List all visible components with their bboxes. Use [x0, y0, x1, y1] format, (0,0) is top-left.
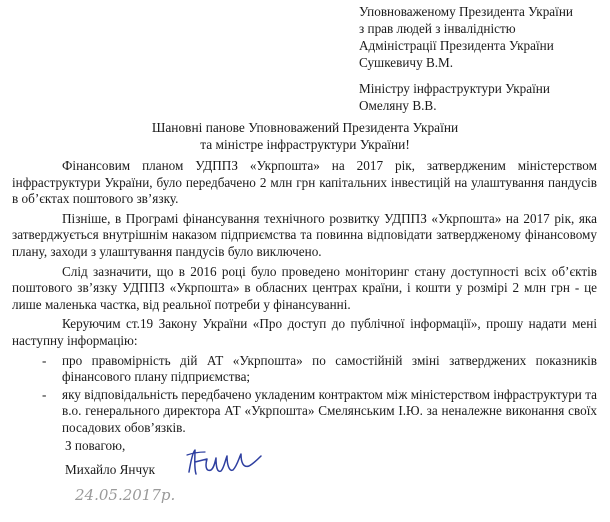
recipient-line: Адміністрації Президента України	[359, 38, 554, 53]
sender-name: Михайло Янчук	[65, 462, 156, 477]
letter-body	[12, 158, 597, 438]
recipient-line: з прав людей з інвалідністю	[359, 21, 516, 36]
salutation-line: Шановні панове Уповноважений Президента України	[151, 120, 459, 135]
handwritten-date-text: 24.05.2017р.	[75, 486, 176, 504]
paragraph: Пізніше, в Програмі фінансування технічного розвитку УДППЗ «Укрпошта» на 2017 рік, яка затверджується внутрішнім наказом підприємства та повинна відповідати затвердженому фінансовому плану, заходи з улаштування пандусів було виключено.	[12, 210, 597, 259]
handwritten-date	[73, 482, 191, 506]
paragraph: Слід зазначити, що в 2016 році було проведено моніторинг стану доступності всіх об’єктів поштового зв’язку УДППЗ «Укрпошта» в обласних центрах країни, і кошти у розмірі 2 млн грн - це лише маленька частка, від реальної потреби у фінансуванні.	[12, 263, 597, 312]
recipient-line: Міністру інфраструктури України	[359, 81, 550, 96]
closing-regards: З повагою,	[65, 438, 126, 453]
request-list	[12, 353, 597, 437]
recipient-line: Уповноваженому Президента України	[359, 4, 573, 19]
bullet-marker: -	[42, 352, 47, 368]
list-item	[12, 387, 597, 437]
list-item-text: яку відповідальність передбачено укладеним контрактом між міністерством інфраструктури та в.о. генерального директора АТ «Укрпошта» Смелянським І.Ю. за неналежне виконання своїх посадових обов’язків.	[62, 386, 597, 435]
bullet-marker: -	[42, 386, 47, 402]
handwritten-signature	[183, 446, 263, 480]
salutation	[0, 119, 610, 153]
list-item	[12, 353, 597, 386]
recipient-line: Омеляну В.В.	[359, 98, 437, 113]
recipient-block-ombudsman	[359, 3, 573, 71]
paragraph: Фінансовим планом УДППЗ «Укрпошта» на 2017 рік, затвердженим міністерством інфраструктури України, було передбачено 2 млн грн капітальних інвестицій на улаштування пандусів в об’єктах поштового зв’язку.	[12, 158, 597, 207]
salutation-line: та міністре інфраструктури України!	[200, 137, 410, 152]
paragraph: Керуючим ст.19 Закону України «Про доступ до публічної інформації», прошу надати мені наступну інформацію:	[12, 316, 597, 348]
recipient-block-minister	[359, 80, 550, 114]
recipient-line: Сушкевичу В.М.	[359, 55, 454, 70]
list-item-text: про правомірність дій АТ «Укрпошта» по самостійній зміні затверджених показників фінансового плану підприємства;	[62, 352, 597, 385]
